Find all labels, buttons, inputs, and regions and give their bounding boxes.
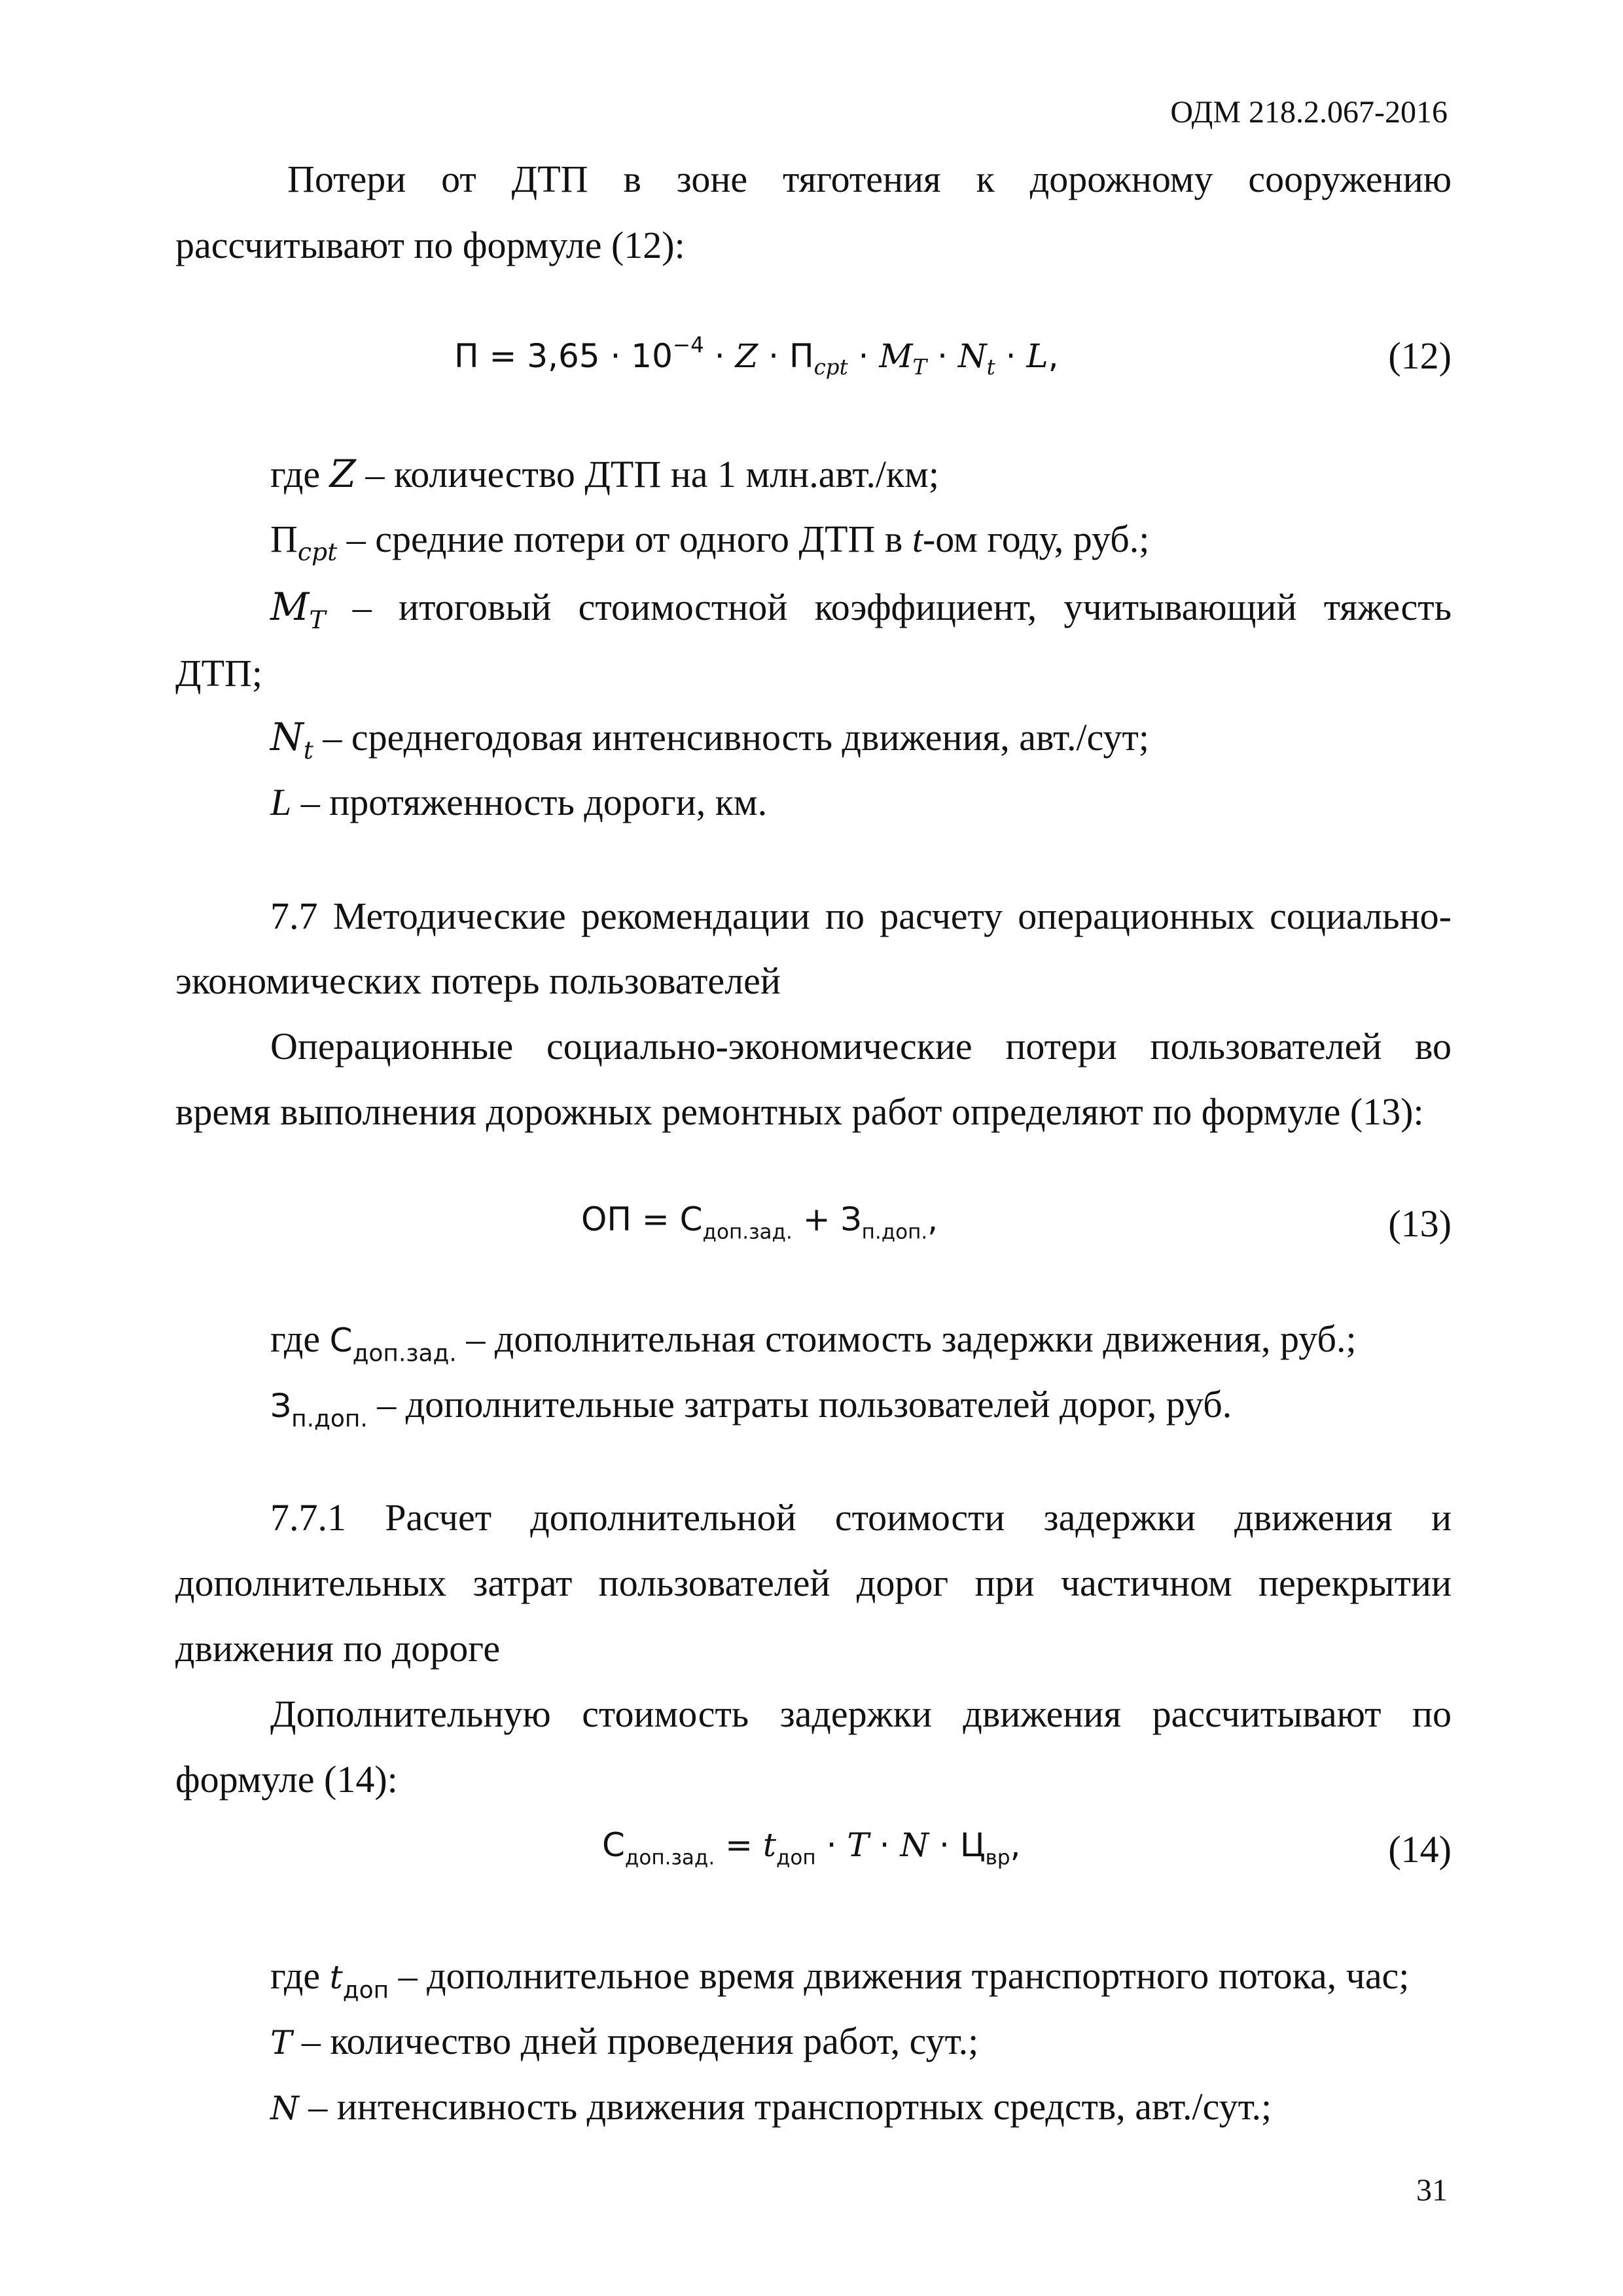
paragraph-1-line-2: рассчитывают по формуле (12):	[175, 224, 685, 266]
document-id: ОДМ 218.2.067-2016	[1170, 95, 1448, 130]
definition-p-cpt: $П_{cpt}$ – средние потери от одного ДТП в t-ом году, руб.;	[270, 518, 1150, 567]
section-7-7-1-heading-line-2: дополнительных затрат пользователей дорог при частичном перекрытии	[175, 1562, 1452, 1604]
definition-t-dop: где $t_{доп}$ – дополнительное время движения транспортного потока, час;	[270, 1954, 1410, 2004]
section-7-7-1-heading-line-3: движения по дороге	[175, 1627, 501, 1670]
formula-12-number: (12)	[1388, 334, 1452, 377]
paragraph-1-line-1: Потери от ДТП в зоне тяготения к дорожному сооружению	[287, 158, 1452, 200]
section-7-7-heading-line-1: 7.7 Методические рекомендации по расчету операционных социально-	[270, 895, 1452, 937]
section-7-7-heading-line-2: экономических потерь пользователей	[175, 960, 781, 1002]
formula-13: ОП = $С_{доп.зад.} + З_{п.доп.}$,	[581, 1200, 938, 1244]
definition-z: где Z – количество ДТП на 1 млн.авт./км;	[270, 452, 939, 496]
definition-n-t: $N_t$ – среднегодовая интенсивность движения, авт./сут;	[270, 715, 1150, 765]
section-7-7-1-heading-line-1: 7.7.1 Расчет дополнительной стоимости задержки движения и	[270, 1496, 1452, 1539]
formula-14-number: (14)	[1388, 1828, 1452, 1871]
definition-m-t: $M_T$ – итоговый стоимостной коэффициент, учитывающий тяжесть	[270, 584, 1452, 635]
formula-12: $П = 3,65 \cdot 10^{-4} \cdot Z \cdot П_{cpt} \cdot M_T \cdot N_t \cdot L$,	[454, 332, 1059, 380]
definition-z-p-dop: $З_{п.доп.}$ – дополнительные затраты пользователей дорог, руб.	[270, 1383, 1232, 1433]
formula-14: $С_{доп.зад.} = t_{доп} \cdot T \cdot N \cdot Ц_{вр}$,	[602, 1826, 1021, 1870]
definition-l: L – протяженность дороги, км.	[270, 781, 768, 823]
definition-n-intensity: N – интенсивность движения транспортных средств, авт./сут.;	[270, 2085, 1272, 2128]
paragraph-2-line-1: Операционные социально-экономические потери пользователей во	[270, 1025, 1452, 1067]
paragraph-3-line-1: Дополнительную стоимость задержки движения рассчитывают по	[270, 1693, 1452, 1735]
formula-13-number: (13)	[1388, 1202, 1452, 1245]
definition-c-dop-zad: где $С_{доп.зад.}$ – дополнительная стоимость задержки движения, руб.;	[270, 1318, 1357, 1367]
page-number: 31	[1416, 2173, 1448, 2208]
definition-m-t-continued: ДТП;	[175, 652, 262, 694]
paragraph-2-line-2: время выполнения дорожных ремонтных работ определяют по формуле (13):	[175, 1090, 1424, 1133]
paragraph-3-line-2: формуле (14):	[175, 1758, 398, 1801]
definition-t-days: T – количество дней проведения работ, сут.;	[270, 2020, 979, 2062]
